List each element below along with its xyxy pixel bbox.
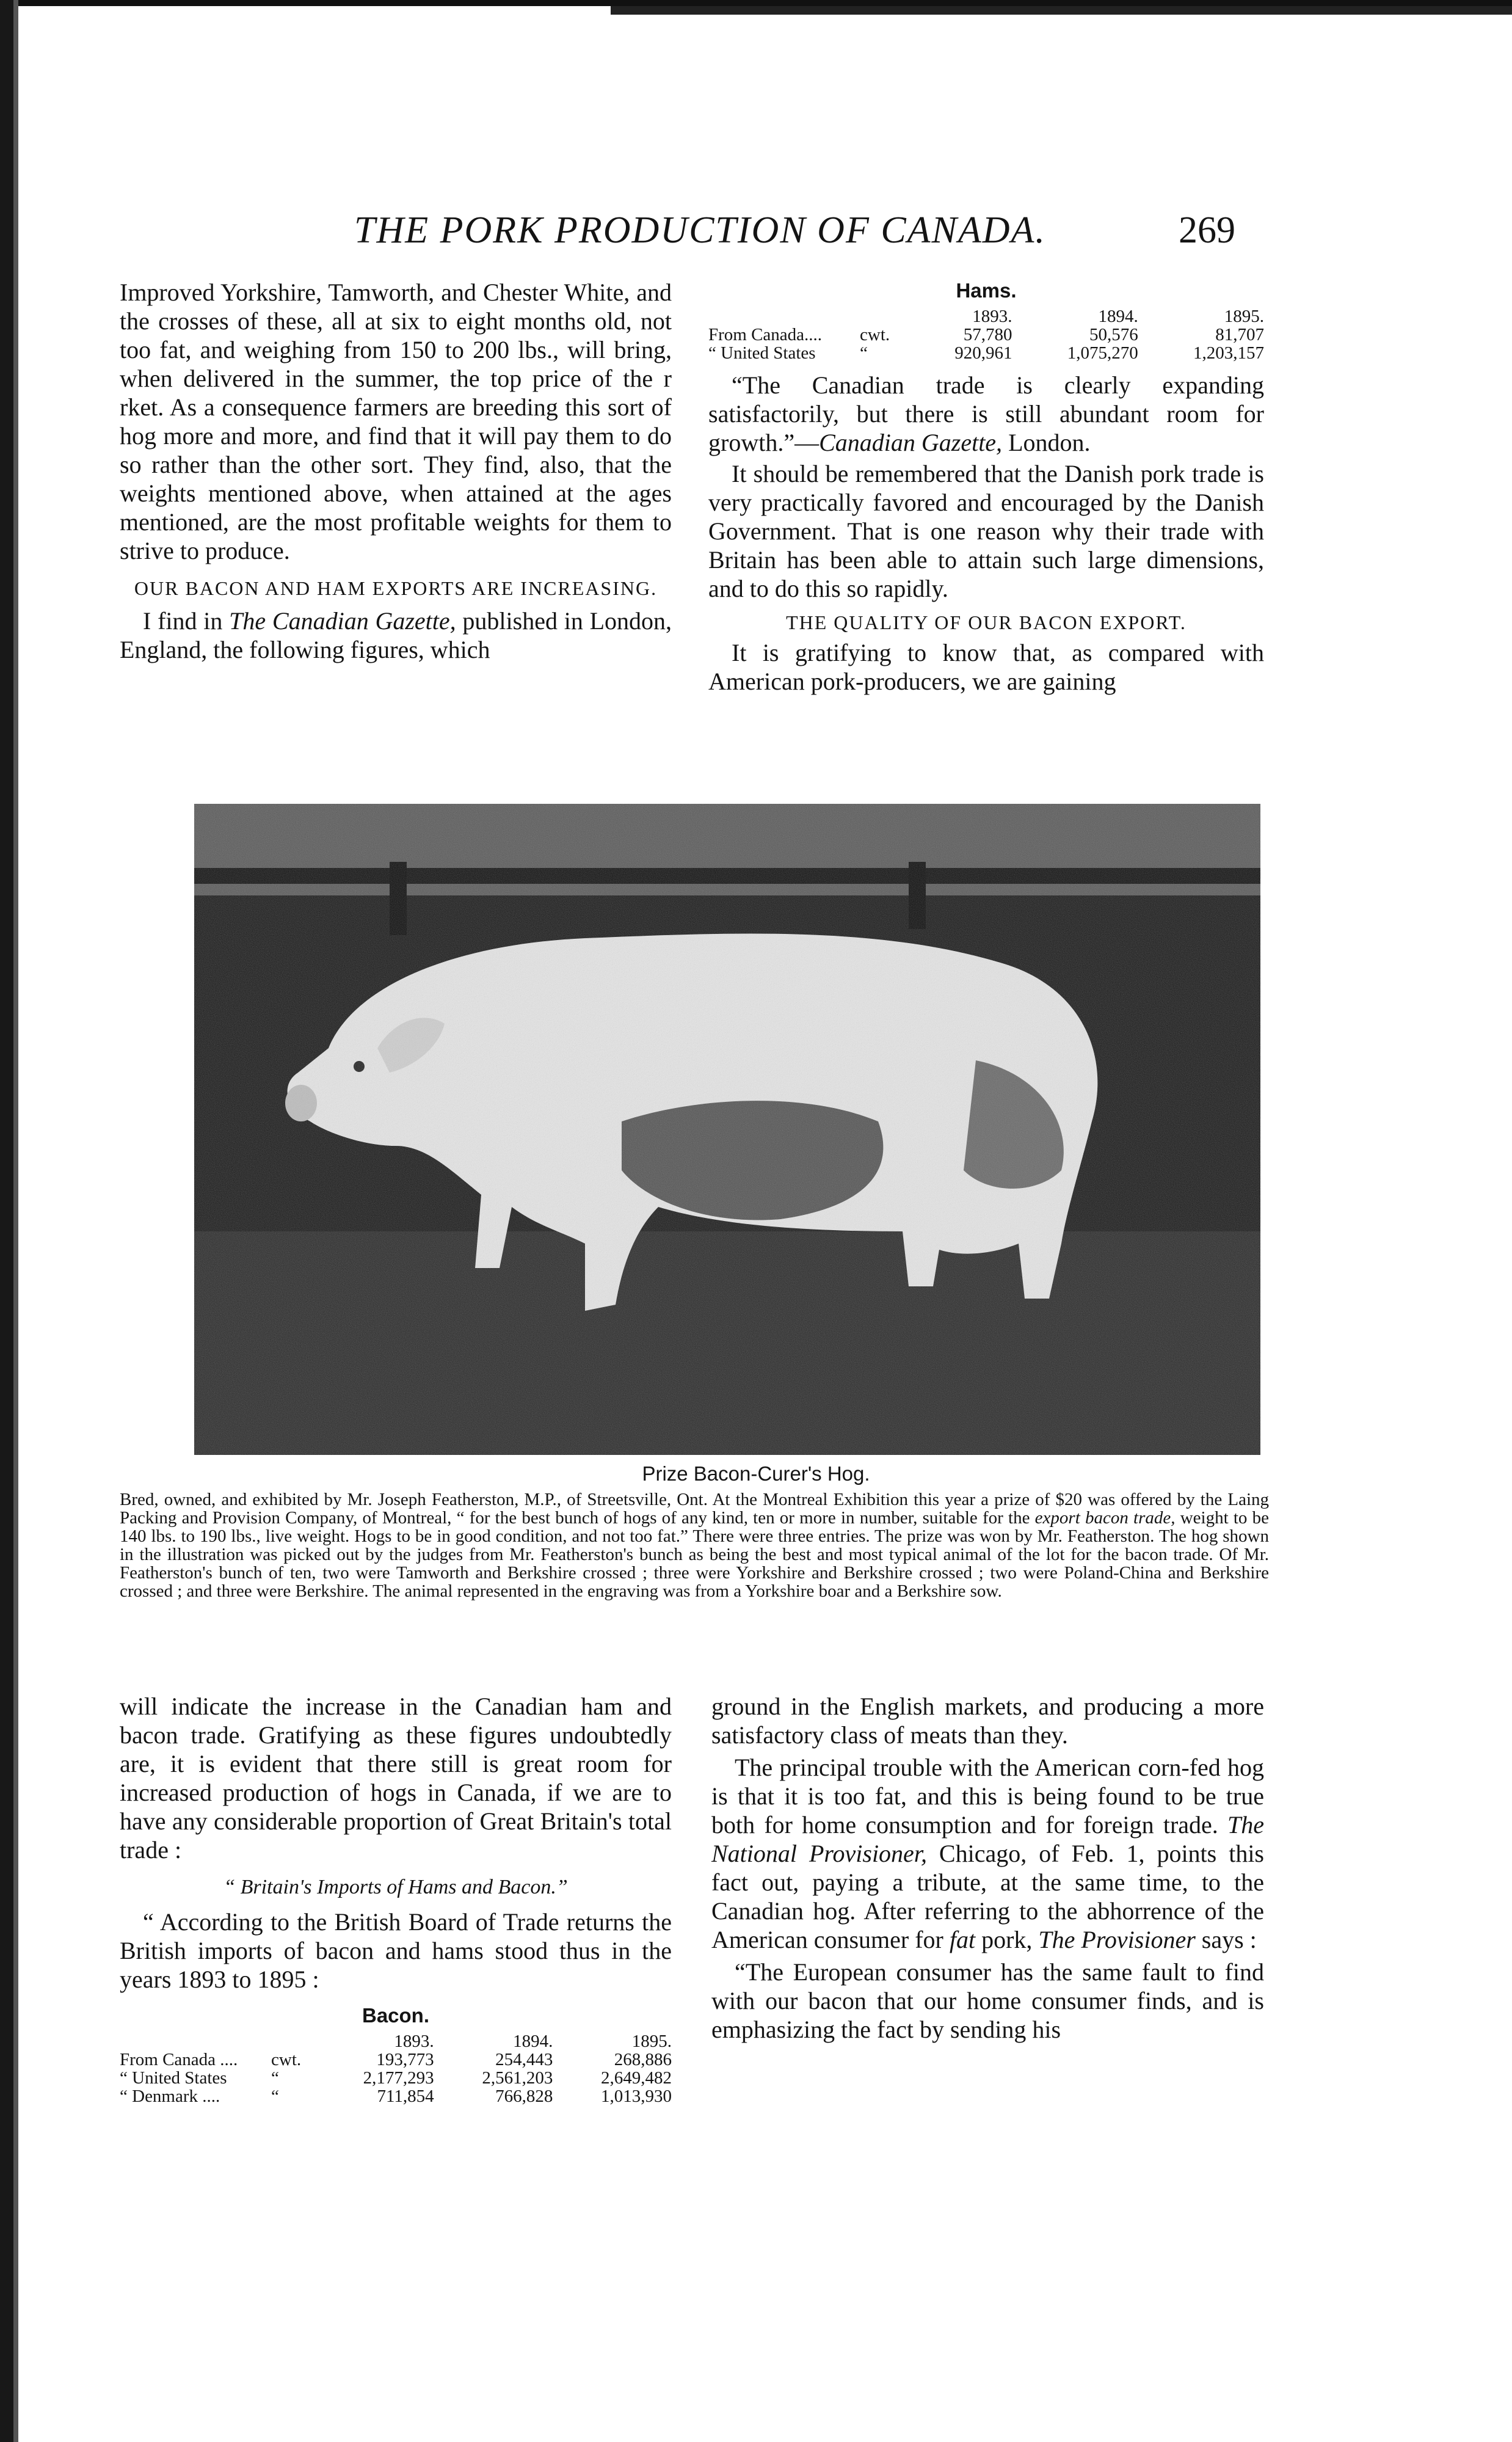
paragraph-european-consumer: “The European consumer has the same fault to find with our bacon that our home consumer finds, and is emphasizing the fact by sending his: [711, 1958, 1264, 2043]
cell-value: 254,443: [495, 2050, 553, 2069]
row-label: “ United States: [708, 343, 816, 363]
paragraph-increase: will indicate the increase in the Canadian ham and bacon trade. Gratifying as these figures undoubtedly are, it is evident that there still is great room for increased production of hogs in Canada, if we are to have any considerable proportion of Great Britain's total trade :: [120, 1693, 672, 1864]
row-unit: cwt.: [860, 325, 890, 344]
row-unit: “: [271, 2087, 279, 2106]
hog-photograph: [194, 804, 1260, 1455]
table-header-year: 1895.: [631, 2032, 672, 2051]
bacon-table: [120, 2032, 672, 2105]
table-header-year: 1893.: [972, 307, 1012, 326]
paragraph-board-of-trade: “ According to the British Board of Trade returns the British imports of bacon and hams stood thus in the years 1893 to 1895 :: [120, 1908, 672, 1993]
row-unit: cwt.: [271, 2050, 302, 2069]
table-header-row: [708, 307, 1264, 326]
text-run: London.: [1002, 429, 1091, 456]
cell-value: 711,854: [377, 2087, 434, 2106]
cell-value: 1,013,930: [601, 2087, 672, 2106]
section-heading-quality: THE QUALITY OF OUR BACON EXPORT.: [786, 611, 1187, 633]
publication-title: The Provisioner: [1038, 1926, 1196, 1953]
column-right-bottom: [711, 1692, 1264, 2044]
cell-value: 766,828: [495, 2087, 553, 2106]
hog-image: [194, 804, 1260, 1455]
table-header-year: 1895.: [1224, 307, 1264, 326]
paragraph-gratifying: It is gratifying to know that, as compared with American pork-producers, we are gaining: [708, 639, 1264, 695]
paragraph-gazette-figures: [120, 607, 672, 664]
text-run: I find in: [143, 607, 230, 635]
text-run: Chicago, of Feb. 1, points this fact out, paying a tribute, at the same time, to the Canadian hog. After referring to the abhorrence of the American consumer for: [711, 1840, 1264, 1953]
italic-word: fat: [949, 1926, 976, 1953]
cell-value: 193,773: [376, 2050, 434, 2069]
top-border-rule-heavy: [611, 6, 1512, 15]
text-run: weight to be 140 lbs. to 190 lbs., live weight. Hogs to be in good condition, and not too fat.” There were three entries. The prize was won by Mr. Featherston. The hog shown in the illustration was picked out by the judges from Mr. Featherston's bunch as being the best and most typical animal of the lot for the bacon trade. Of Mr. Featherston's bunch of ten, two were Tamworth and Berkshire crossed ; three were Yorkshire and Berkshire crossed ; two were Poland-China and Berkshire crossed ; and three were Berkshire. The animal represented in the engraving was from a Yorkshire boar and a Berkshire sow.: [120, 1508, 1269, 1601]
table-row: [120, 2069, 672, 2087]
publication-title: The Canadian Gazette,: [229, 607, 456, 635]
bacon-table-title: Bacon.: [362, 2004, 430, 2027]
cell-value: 2,649,482: [601, 2068, 672, 2088]
page-number: 269: [1179, 210, 1235, 251]
table-header-blank: [855, 307, 910, 326]
hams-table: [708, 307, 1264, 362]
cell-value: 268,886: [614, 2050, 672, 2069]
cell-value: 1,203,157: [1193, 343, 1264, 363]
photo-caption-title: Prize Bacon-Curer's Hog.: [642, 1462, 870, 1485]
text-run: published in London, England, the following figures, which: [120, 607, 672, 663]
paragraph-breeding: Improved Yorkshire, Tamworth, and Chester White, and the crosses of these, all at six to eight months old, not too fat, and weighing from 150 to 200 lbs., will bring, when delivered in the summer, the top price of the r rket. As a consequence farmers are breeding this sort of hog more and more, and find that it will pay them to do so rather than the other sort. They find, also, that the weights mentioned above, when attained at the ages mentioned, are the most profitable weights for them to strive to produce.: [120, 279, 672, 564]
cell-value: 50,576: [1089, 325, 1138, 344]
section-heading-exports: OUR BACON AND HAM EXPORTS ARE INCREASING.: [134, 577, 658, 599]
cell-value: 2,177,293: [363, 2068, 434, 2088]
column-left-bottom: [120, 1692, 672, 2105]
left-page-edge-shadow: [13, 0, 18, 2442]
row-label: From Canada....: [708, 325, 823, 344]
table-header-blank: [120, 2032, 266, 2050]
table-header-year: 1894.: [1098, 307, 1138, 326]
row-label: “ United States: [120, 2068, 227, 2088]
text-run: says :: [1195, 1926, 1257, 1953]
table-row: [120, 2087, 672, 2105]
table-row: [708, 326, 1264, 344]
paragraph-gazette-quote: [708, 371, 1264, 457]
cell-value: 57,780: [963, 325, 1012, 344]
table-header-year: 1893.: [394, 2032, 434, 2051]
row-unit: “: [860, 343, 868, 363]
table-header-blank: [266, 2032, 315, 2050]
column-right-top: [708, 276, 1264, 696]
text-run: pork,: [975, 1926, 1039, 1953]
row-label: From Canada ....: [120, 2050, 238, 2069]
text-run: Bred, owned, and exhibited by Mr. Joseph Featherston, M.P., of Streetsville, Ont. At the Montreal Exhibition this year a prize of $20 was offered by the Laing Packing and Provision Company, of Montreal, “ for the best bunch of hogs of any kind, ten or more in number, suitable for the: [120, 1490, 1269, 1528]
text-run: “The Canadian trade is clearly expanding satisfactorily, but there is still abundant room for growth.”—: [708, 371, 1264, 456]
hams-table-title: Hams.: [956, 279, 1017, 302]
table-row: [708, 344, 1264, 362]
cell-value: 81,707: [1215, 325, 1264, 344]
cell-value: 2,561,203: [482, 2068, 553, 2088]
table-header-blank: [708, 307, 855, 326]
left-page-edge: [0, 0, 13, 2442]
cell-value: 1,075,270: [1067, 343, 1138, 363]
photo-caption-body: [120, 1490, 1269, 1600]
table-header-year: 1894.: [513, 2032, 553, 2051]
cell-value: 920,961: [954, 343, 1012, 363]
publication-title: Canadian Gazette,: [819, 429, 1003, 456]
paragraph-corn-fed: [711, 1753, 1264, 1954]
row-label: “ Denmark ....: [120, 2087, 220, 2106]
text-run: The principal trouble with the American corn-fed hog is that it is too fat, and this is being found to be true both for home consumption and for foreign trade.: [711, 1754, 1264, 1839]
publication-title: The National Provisioner,: [711, 1811, 1264, 1867]
running-title: THE PORK PRODUCTION OF CANADA.: [354, 210, 1046, 251]
table-row: [120, 2050, 672, 2069]
top-border-rule: [0, 0, 1512, 6]
centered-quote-heading: “ Britain's Imports of Hams and Bacon.”: [224, 1876, 568, 1898]
column-left-top: [120, 278, 672, 664]
paragraph-english-markets: ground in the English markets, and producing a more satisfactory class of meats than they.: [711, 1693, 1264, 1749]
row-unit: “: [271, 2068, 279, 2088]
paragraph-danish-trade: It should be remembered that the Danish pork trade is very practically favored and encouraged by the Danish Government. That is one reason why their trade with Britain has been able to attain such large dimensions, and to do this so rapidly.: [708, 460, 1264, 602]
italic-phrase: export bacon trade,: [1034, 1508, 1176, 1528]
table-header-row: [120, 2032, 672, 2050]
